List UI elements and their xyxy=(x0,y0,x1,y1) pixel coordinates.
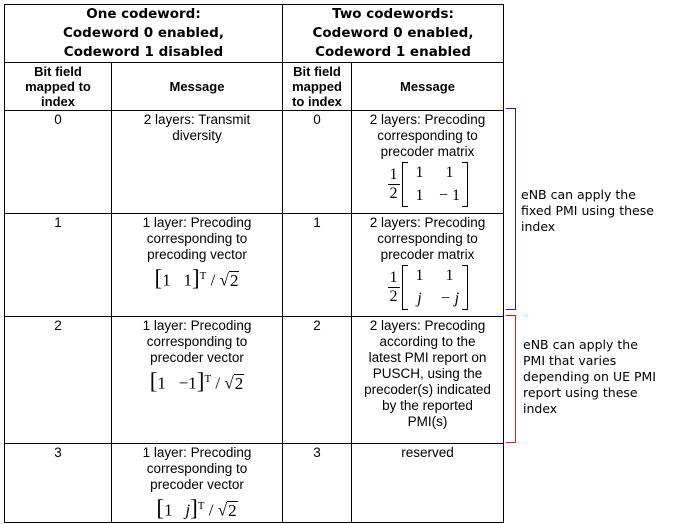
index-cell: 1 xyxy=(283,214,352,317)
precoding-vector-1: [1 1]$^T$ / √2 xyxy=(154,265,239,291)
message-cell: 2 layers: Precoding corresponding to precoder matrix $\frac{1}{2}$ 1 1 1 − 1 xyxy=(352,111,504,214)
precoder-matrix-1: $\frac{1}{2}$ 1 1 j − j xyxy=(388,265,468,310)
table-row xyxy=(5,444,504,523)
header-one-codeword xyxy=(5,5,283,63)
bitfield2-line3: to index xyxy=(292,94,342,109)
message-cell: 2 layers: Precoding corresponding to precoder matrix $\frac{1}{2}$ 1 1 j − j xyxy=(352,214,504,317)
column-header-bitfield-1 xyxy=(5,63,112,111)
message-cell: 1 layer: Precoding corresponding to precoder vector [1 −1]$^T$ / √2 xyxy=(112,317,283,444)
annotation-varying-line2: PMI that varies xyxy=(523,353,617,368)
index-cell: 0 xyxy=(283,111,352,214)
header-one-codeword-line1: One codeword: xyxy=(86,6,201,22)
header-two-codewords-line1: Two codewords: xyxy=(332,6,454,22)
precoder-matrix-0: $\frac{1}{2}$ 1 1 1 − 1 xyxy=(388,162,468,207)
precoding-vector-3: [1 j]$^T$ / √2 xyxy=(156,495,237,521)
index-cell: 1 xyxy=(5,214,112,317)
bracket-varying-pmi xyxy=(506,315,516,443)
index-cell: 0 xyxy=(5,111,112,214)
bitfield1-line1: Bit field xyxy=(34,64,82,79)
message-cell: 2 layers: Transmit diversity xyxy=(112,111,283,214)
bitfield2-line2: mapped xyxy=(292,79,342,94)
annotation-varying-line1: eNB can apply the xyxy=(523,337,638,352)
annotation-fixed-line2: fixed PMI using these xyxy=(521,203,654,218)
header-two-codewords-line3: Codeword 1 enabled xyxy=(315,44,471,60)
annotation-fixed-line3: index xyxy=(521,219,556,234)
header-two-codewords-line2: Codeword 0 enabled, xyxy=(312,25,474,41)
annotation-fixed-line1: eNB can apply the xyxy=(521,187,636,202)
header-one-codeword-line3: Codeword 1 disabled xyxy=(63,44,224,60)
message-cell: 1 layer: Precoding corresponding to precoding vector [1 1]$^T$ / √2 xyxy=(112,214,283,317)
annotation-varying-line5: index xyxy=(523,401,558,416)
annotation-varying-pmi xyxy=(523,337,656,417)
column-header-bitfield-2 xyxy=(283,63,352,111)
bitfield2-line1: Bit field xyxy=(293,64,341,79)
bitfield1-line3: index xyxy=(41,94,75,109)
index-cell: 3 xyxy=(283,444,352,523)
table-row xyxy=(5,214,504,317)
index-cell: 3 xyxy=(5,444,112,523)
precoding-vector-2: [1 −1]$^T$ / √2 xyxy=(149,368,244,394)
dci-precoding-table xyxy=(4,4,504,523)
bitfield1-line2: mapped to xyxy=(25,79,91,94)
table-row xyxy=(5,317,504,444)
column-header-message-2: Message xyxy=(352,63,504,111)
annotation-varying-line3: depending on UE PMI xyxy=(523,369,656,384)
annotation-fixed-pmi xyxy=(521,187,654,235)
message-cell: reserved xyxy=(352,444,504,523)
message-cell: 2 layers: Precoding according to the latest PMI report on PUSCH, using the precoder(s) indicated by the reported PMI(s) xyxy=(352,317,504,444)
index-cell: 2 xyxy=(283,317,352,444)
message-cell: 1 layer: Precoding corresponding to precoder vector [1 j]$^T$ / √2 xyxy=(112,444,283,523)
table-row xyxy=(5,111,504,214)
bracket-fixed-pmi xyxy=(506,108,516,310)
column-header-message-1: Message xyxy=(112,63,283,111)
annotation-varying-line4: report using these xyxy=(523,385,638,400)
header-two-codewords xyxy=(283,5,504,63)
header-one-codeword-line2: Codeword 0 enabled, xyxy=(63,25,224,41)
index-cell: 2 xyxy=(5,317,112,444)
